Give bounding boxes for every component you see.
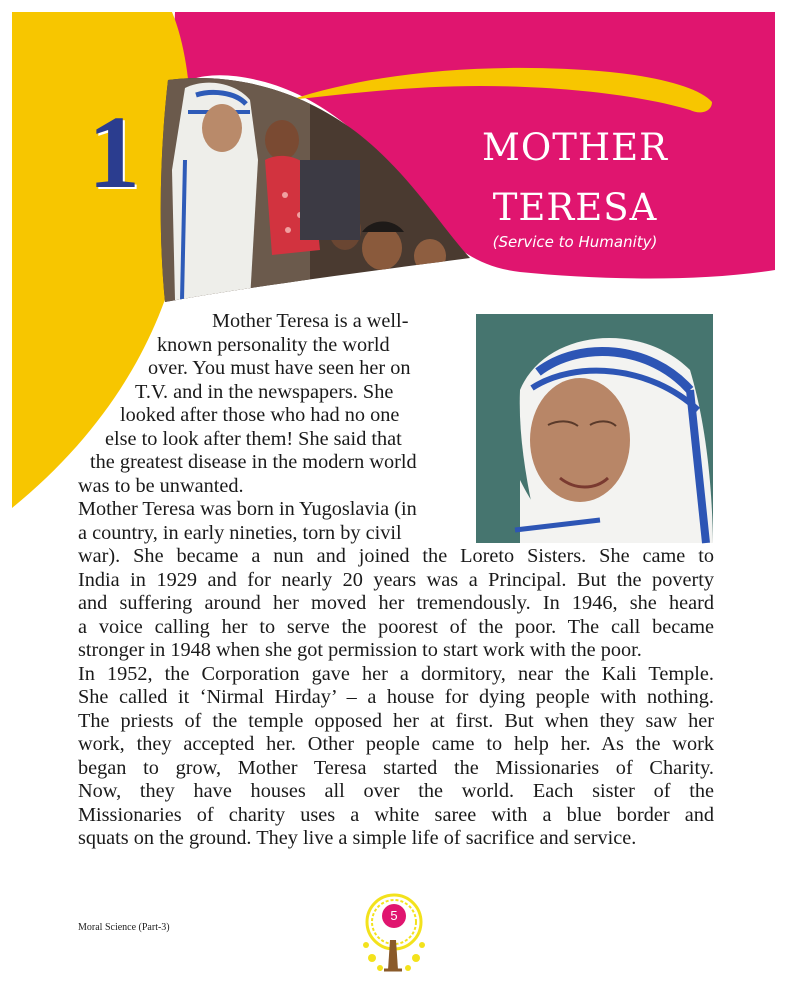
intro-paragraph [0, 310, 470, 545]
portrait-photo [476, 314, 713, 543]
chapter-number: 1 [88, 95, 140, 210]
text-line: work, they accepted her. Other people came to help her. As the work [78, 733, 714, 755]
text-line: else to look after them! She said that [105, 427, 402, 450]
text-line: Missionaries of charity uses a white saree with a blue border and [78, 803, 714, 826]
text-line: a country, in early nineties, torn by civil [78, 521, 402, 544]
text-line: and suffering around her moved her tremendously. In 1946, she heard [78, 592, 714, 614]
text-line: In 1952, the Corporation gave her a dormitory, near the Kali Temple. [78, 662, 714, 685]
text-line: the greatest disease in the modern world [90, 451, 417, 473]
text-line: looked after those who had no one [120, 404, 400, 426]
text-line: war). She became a nun and joined the Loreto Sisters. She came to [78, 545, 714, 567]
text-line: began to grow, Mother Teresa started the Missionaries of Charity. [78, 756, 714, 779]
text-line: known personality the world [157, 333, 390, 356]
text-line: T.V. and in the newspapers. She [135, 380, 394, 403]
chapter-title-line2: TERESA [492, 186, 658, 229]
text-line: She called it ‘Nirmal Hirday’ – a house for dying people with nothing. [78, 686, 714, 708]
text-line: was to be unwanted. [78, 474, 244, 497]
page-number: 5 [382, 904, 406, 928]
text-line: squats on the ground. They live a simple life of sacrifice and service. [78, 827, 637, 849]
text-line: The priests of the temple opposed her at first. But when they saw her [78, 709, 714, 732]
text-line: Mother Teresa is a well- [212, 310, 409, 332]
text-line: Now, they have houses all over the world. Each sister of the [78, 780, 714, 802]
text-line: Mother Teresa was born in Yugoslavia (in [78, 498, 417, 520]
chapter-subtitle: (Service to Humanity) [492, 233, 658, 251]
text-line: stronger in 1948 when she got permission to start work with the poor. [78, 639, 642, 661]
text-line: a voice calling her to serve the poorest of the poor. The call became [78, 615, 714, 638]
chapter-title-line1: MOTHER [481, 126, 669, 169]
main-paragraph [78, 545, 714, 851]
text-line: India in 1929 and for nearly 20 years was a Principal. But the poverty [78, 568, 714, 591]
text-line: over. You must have seen her on [148, 357, 411, 379]
footer-book-title: Moral Science (Part-3) [78, 922, 170, 933]
